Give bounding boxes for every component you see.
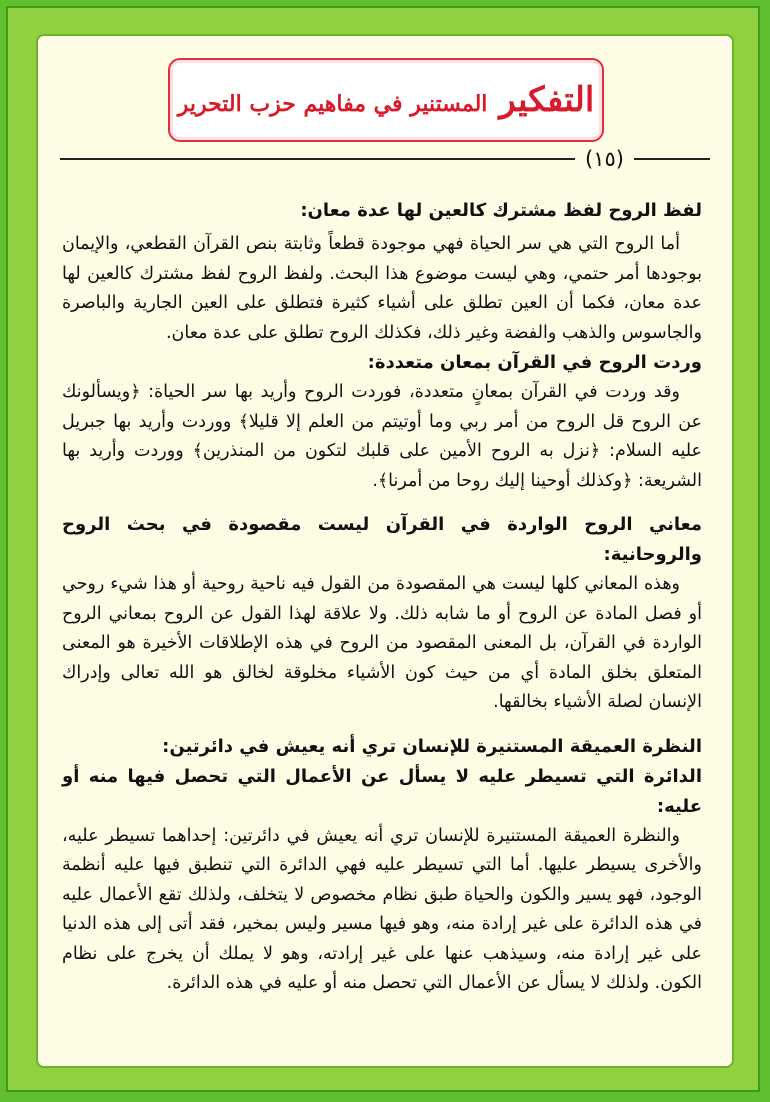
section-paragraph: وهذه المعاني كلها ليست هي المقصودة من القول فيه ناحية روحية أو هذا شيء روحي أو فصل المادة عن الروح أو ما شابه ذلك. ولا علاقة لهذا القول عن الروح بمعاني الروح الواردة في القرآن، بل المعنى المقصود من الروح في هذه الإطلاقات الأخيرة هو المعنى المتعلق بخلق المادة أي من حيث كون الأشياء مخلوقة لخالق هو الله تعالى وإدراك الإنسان لصلة الأشياء بخالقها. (62, 574, 702, 712)
title-main: التفكير (499, 80, 595, 120)
section-heading: وردت الروح في القرآن بمعان متعددة: (367, 352, 702, 373)
title-banner (168, 58, 604, 142)
section-paragraph: وقد وردت في القرآن بمعانٍ متعددة، فوردت الروح وأريد بها سر الحياة: ﴿ويسألونك عن الروح قل الروح من أمر ربي وما أوتيتم من العلم إلا قليلا﴾ ووردت وأريد بها جبريل عليه السلام: ﴿نزل به الروح الأمين على قلبك لتكون من المنذرين﴾ ووردت وأريد بها الشريعة: ﴿وكذلك أوحينا إليك روحا من أمرنا﴾. (62, 382, 702, 491)
divider-line-right (634, 158, 710, 160)
section-heading: معاني الروح الواردة في القرآن ليست مقصودة في بحث الروح والروحانية: (62, 514, 702, 565)
section-subheading: الدائرة التي تسيطر عليه لا يسأل عن الأعمال التي تحصل فيها منه أو عليه: (62, 765, 702, 817)
page-number: (١٥) (585, 147, 624, 171)
title-rest: المستنير في مفاهيم حزب التحرير (177, 91, 488, 117)
page-content (62, 196, 702, 999)
section-heading: النظرة العميقة المستنيرة للإنسان تري أنه يعيش في دائرتين: (162, 735, 702, 757)
section-paragraph: والنظرة العميقة المستنيرة للإنسان تري أنه يعيش في دائرتين: إحداهما تسيطر عليه، والأخرى يسيطر عليها. أما التي تسيطر عليه فهي الدائرة التي تنطبق فيها عليه أنظمة الوجود، فهو يسير والكون والحياة طبق نظام مخصوص لا يتخلف، ولذلك تقع الأعمال عليه في هذه الدائرة على غير إرادة منه، وهو فيها مسير وليس بمخير، فقد أتى إلى هذه الدنيا على غير إرادة منه، وسيذهب عنها على غير إرادته، وهو لا يملك أن يخرج على نظام الكون. ولذلك لا يسأل عن الأعمال التي تحصل منه أو عليه في هذه الدائرة. (62, 825, 702, 993)
book-title (178, 80, 595, 120)
section-heading: لفظ الروح لفظ مشترك كالعين لها عدة معان: (300, 200, 702, 221)
section-paragraph: أما الروح التي هي سر الحياة فهي موجودة قطعاً وثابتة بنص القرآن القطعي، والإيمان بوجودها أمر حتمي، وهي ليست موضوع هذا البحث. ولفظ الروح لفظ مشترك كالعين لها عدة معان، فكما أن العين تطلق على أشياء كثيرة فتطلق على العين الجارية والباصرة والجاسوس والذهب والفضة وغير ذلك، فكذلك الروح تطلق على عدة معان. (62, 234, 702, 343)
divider-line-left (60, 158, 575, 160)
page (36, 34, 734, 1068)
page-number-divider (60, 144, 710, 174)
